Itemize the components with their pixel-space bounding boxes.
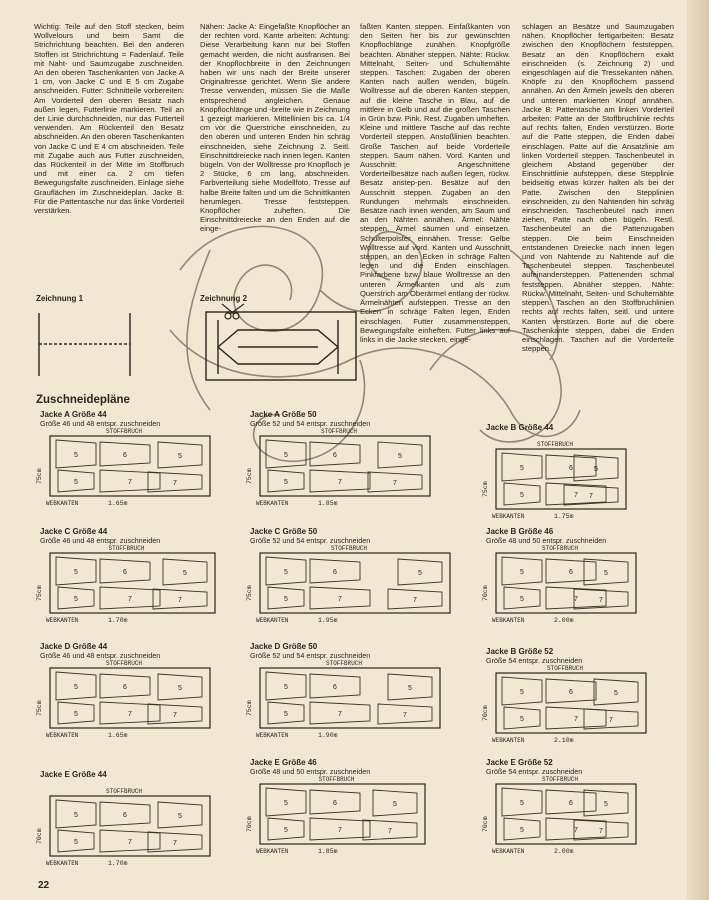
svg-text:7: 7 (338, 711, 342, 718)
plan-subtitle: Größe 46 und 48 entspr. zuschneiden (40, 536, 161, 545)
svg-text:5: 5 (604, 801, 608, 808)
pattern-layout-diagram (494, 776, 648, 848)
instructions-column-4 (522, 22, 674, 353)
svg-text:5: 5 (74, 452, 78, 459)
webkanten-label: WEBKANTEN (46, 860, 79, 867)
pattern-layout-diagram (494, 545, 648, 617)
svg-text:6: 6 (123, 684, 127, 691)
plan-title: Jacke D Größe 44 (40, 642, 108, 651)
drawing-2-label: Zeichnung 2 (200, 294, 248, 303)
svg-text:7: 7 (574, 492, 578, 499)
cutting-plan (482, 647, 692, 747)
svg-text:5: 5 (284, 684, 288, 691)
plan-subtitle: Größe 46 und 48 entspr. zuschneiden (40, 419, 161, 428)
svg-text:7: 7 (173, 712, 177, 719)
svg-text:6: 6 (123, 812, 127, 819)
svg-text:5: 5 (284, 452, 288, 459)
svg-text:5: 5 (284, 711, 288, 718)
fabric-length: 1.90m (318, 732, 338, 739)
svg-text:5: 5 (74, 479, 78, 486)
column-text: Wichtig: Teile auf den Stoff stecken, beim Wollvelours und beim Samt die Strichrichtung beachten. Bei den anderen Stoffen ist Strichrichtung = Fadenlauf. Teile mit Naht- und Saumzugabe zuschneiden. An den oberen Taschenkanten von Jacke A 1 cm, von Jacke C und E 5 cm Zugabe anschneiden. Futter: Schnitteile vorbereiten: Am Vorderteil den oberen Besatz nach außen legen, Futterlinie markieren. Teil an der Linie durchschneiden, nur das Futterteil verwenden. Am Rückenteil den Besatz abschneiden. An den oberen Taschenkanten von Jacke C und E 4 cm abschneiden. Teile mit Zugabe auch aus Futter zuschneiden, das Rückenteil in der Mitte im Stoffbruch und mit einer ca. 2 cm tiefen Bewegungsfalte zuschneiden. Einlage siehe Grauflächen im Zuschneideplan. Jacke B: Für die Pattentasche nur das linke Vorderteil verstärken. (34, 22, 184, 216)
svg-text:5: 5 (408, 685, 412, 692)
stoffbruch-label: STOFFBRUCH (106, 788, 143, 795)
svg-text:7: 7 (574, 596, 578, 603)
svg-text:5: 5 (520, 800, 524, 807)
plan-title: Jacke D Größe 50 (250, 642, 318, 651)
fabric-length: 1.85m (318, 848, 338, 855)
column-text: faßten Kanten steppen. Einfaßkanten von den Seiten her bis zur gewünschten Knopflochlänge zunähen. Knopfgröße beachten. Abnäher steppen. Nähte: Rückw. Mittelnaht, Seiten- und Schulternähte steppen. Taschen: Zugaben der oberen Kanten nach außen wenden, bügeln. Wolltresse auf die oberen Kanten steppen, auf die kleine Tasche in Blau, auf die mittlere in Gelb und auf die großen Taschen in Grün bzw. Pink. Rest. Zugaben umheften. Kleine und mittlere Tasche auf das rechte Vorderteil steppen. Anstoßlinien beachten. Große Taschen auf beide Vorderteile steppen. Saum nähen. Vord. Kanten und Ausschnitt: Angeschnittene Vorderteilbesätze nach außen legen, rückw. Besatz anstep-pen. Besätze auf den Ausschnitt steppen. Zugaben an den Rundungen mehrmals einschneiden. Besätze nach innen wenden, am Saum und an den Nähten annähen. Ärmel: Nähte steppen. Ärmel säumen und einsetzen. Schulterpolster einnähen. Tresse: Gelbe Wolltresse auf vord. Kanten und Ausschnitt steppen, an den Ecken in schräge Falten legen und die Enden einschlagen. Pinkfarbene bzw. blaue Wolltresse an den unteren Ärmelkanten und als zum Querstrich am Oberärmel entlang der rückw. Ärmelnähten aufsteppen. Tresse an den Ecken in schräge Falten legen, Enden einschlagen. Futter zusammensteppen, Bewegungsfalte einheften. Futter links auf links in die Jacke stecken, einge- (360, 22, 510, 344)
plan-title: Jacke E Größe 46 (250, 758, 317, 767)
svg-text:7: 7 (574, 827, 578, 834)
svg-text:7: 7 (388, 828, 392, 835)
plan-subtitle: Größe 46 und 48 entspr. zuschneiden (40, 651, 161, 660)
stoffbruch-label: STOFFBRUCH (106, 428, 143, 435)
cutting-plan (36, 642, 246, 742)
fabric-length: 1.85m (318, 500, 338, 507)
instructions-column-2 (200, 22, 350, 234)
svg-text:5: 5 (178, 453, 182, 460)
plan-title: Jacke A Größe 44 (40, 410, 107, 419)
svg-text:7: 7 (178, 597, 182, 604)
plan-subtitle: Größe 48 und 50 entspr. zuschneiden (486, 536, 607, 545)
svg-text:7: 7 (413, 597, 417, 604)
svg-text:5: 5 (74, 684, 78, 691)
svg-text:7: 7 (338, 827, 342, 834)
fabric-width: 75cm (36, 468, 43, 484)
plan-title: Jacke E Größe 52 (486, 758, 553, 767)
svg-text:7: 7 (173, 480, 177, 487)
cutting-plan (482, 527, 692, 627)
fabric-length: 2.10m (554, 737, 574, 744)
fabric-length: 1.70m (108, 860, 128, 867)
fabric-width: 70cm (482, 705, 489, 721)
svg-text:6: 6 (333, 800, 337, 807)
cutting-plan (482, 758, 692, 858)
plan-title: Jacke B Größe 52 (486, 647, 554, 656)
drawing-2 (198, 300, 368, 384)
drawing-1-label: Zeichnung 1 (36, 294, 84, 303)
stoffbruch-label: STOFFBRUCH (106, 660, 143, 667)
svg-text:5: 5 (74, 839, 78, 846)
webkanten-label: WEBKANTEN (46, 732, 79, 739)
svg-text:7: 7 (599, 828, 603, 835)
stoffbruch-label: STOFFBRUCH (326, 660, 363, 667)
svg-text:5: 5 (520, 827, 524, 834)
svg-text:5: 5 (520, 569, 524, 576)
stoffbruch-label: STOFFBRUCH (318, 776, 355, 783)
svg-text:5: 5 (393, 801, 397, 808)
webkanten-label: WEBKANTEN (492, 617, 525, 624)
svg-text:7: 7 (128, 596, 132, 603)
svg-text:5: 5 (284, 569, 288, 576)
stoffbruch-label: STOFFBRUCH (547, 665, 584, 672)
plan-subtitle: Größe 52 und 54 entspr. zuschneiden (250, 651, 371, 660)
svg-text:5: 5 (520, 716, 524, 723)
webkanten-label: WEBKANTEN (256, 848, 289, 855)
webkanten-label: WEBKANTEN (492, 737, 525, 744)
fabric-length: 2.00m (554, 617, 574, 624)
fabric-length: 1.65m (108, 732, 128, 739)
stoffbruch-label: STOFFBRUCH (321, 428, 358, 435)
cutting-plan (36, 527, 246, 627)
fabric-width: 75cm (36, 700, 43, 716)
column-text: Nähen: Jacke A: Eingefaßte Knopflöcher an der rechten vord. Kante arbeiten: Achtung: Diese Verarbeitung kann nur bei Stoffen gemacht werden, die nicht ausfransen. Bei der Knopflochbreite in den Zeichnungen haben wir uns nach der Breite unserer Originaltresse gerichtet. Wenn Sie andere Tresse verwenden, müssen Sie die Maße entsprechend angleichen. Genaue Knopflochlänge und -breite wie in Zeichnung 1 gezeigt markieren. Mittellinien bis ca. 1/4 cm vor die Querstriche einschneiden, zu den oberen und unteren Enden hin schräg einschneiden, siehe Zeichnung 2. Seitl. Einschnittdreiecke nach innen legen. Kanten bügeln. Von der Wolltresse pro Knopfloch je 2 Stücke, 6 cm lang, abschneiden. Farbverteilung siehe Modellfoto. Tresse auf halbe Breite falten und um die Schnittkanten herumlegen. Tresse feststeppen. Knopflöcher zuheften. Die Einschnittdreiecke an den Enden auf die einge- (200, 22, 350, 234)
svg-text:5: 5 (284, 596, 288, 603)
fabric-width: 70cm (482, 585, 489, 601)
cutting-plan (246, 758, 456, 858)
instructions-column-1 (34, 22, 184, 215)
pattern-layout-diagram (258, 428, 442, 500)
svg-text:5: 5 (614, 690, 618, 697)
stoffbruch-label: STOFFBRUCH (108, 545, 145, 552)
webkanten-label: WEBKANTEN (256, 500, 289, 507)
svg-text:7: 7 (128, 711, 132, 718)
svg-text:5: 5 (74, 569, 78, 576)
column-text: schlagen an Besätze und Saumzugaben nähen. Knopflöcher fertigarbeiten: Besatz zwischen den Knopflöchern feststeppen. Besatz an den Knopflöchern exakt einschneiden (s. Zeichnung 2) und eingeschlagen auf die Tressekanten nähen. Knöpfe zu den Knopflöchern passend annähen. An den Ärmeln jeweils den oberen und unteren markierten Knopf annähen. Jacke B: Pattentasche am linken Vorderteil arbeiten: Patte an der Stoffbruchlinie rechts auf rechts falten, Enden verstürzen. Borte auf die Patte steppen, die Enden dabei einschlagen. Patte auf die Ansatzlinie am linken Vorderteil steppen. Taschenbeutel in gleichem Abstand gegenüber der Einschnittlinie aufsteppen, diese Stepplinie beidseitig etwas kürzer halten als bei der Patte. Zwischen den Stepplinien einschneiden, zu den Nahtenden hin schräg einschneiden. Taschenbeutel nach innen ziehen, Patte nach oben bügeln. Restl. Taschenbeutel an die Pattenzugaben steppen. Die beim Einschneiden entstandenen Dreiecke nach innen legen und von Nahtende zu Nahtende auf die Taschenbeutel steppen. Taschenbeutel aufeinandersteppen. Pattenenden schmal feststeppen. Abnäher steppen. Nähte: Rückw. Mittelnaht, Seiten- und Schulternähte steppen. Taschen an den Stoffbruchlinien rechts auf rechts falten, seitl. und untere Kanten verstürzen. Borte auf die obere Taschenkante steppen, dabei die Enden einschlagen. Taschen auf die Vorderteile steppen. (522, 22, 674, 354)
svg-text:7: 7 (128, 479, 132, 486)
fabric-width: 70cm (36, 828, 43, 844)
webkanten-label: WEBKANTEN (256, 617, 289, 624)
plan-title: Jacke C Größe 50 (250, 527, 318, 536)
svg-text:6: 6 (123, 569, 127, 576)
page-number: 22 (38, 880, 50, 891)
plan-subtitle: Größe 54 entspr. zuschneiden (486, 767, 583, 776)
svg-text:5: 5 (74, 812, 78, 819)
svg-text:6: 6 (569, 569, 573, 576)
svg-text:7: 7 (393, 480, 397, 487)
svg-text:5: 5 (74, 711, 78, 718)
cutting-plan (246, 642, 456, 742)
fabric-width: 75cm (246, 585, 253, 601)
fabric-width: 75cm (36, 585, 43, 601)
stoffbruch-label: STOFFBRUCH (542, 776, 579, 783)
fabric-width: 70cm (482, 816, 489, 832)
pattern-layout-diagram (258, 545, 462, 617)
cutting-plan (482, 423, 692, 523)
svg-text:6: 6 (569, 465, 573, 472)
svg-text:5: 5 (178, 685, 182, 692)
svg-text:7: 7 (403, 712, 407, 719)
svg-text:5: 5 (604, 570, 608, 577)
svg-text:6: 6 (569, 689, 573, 696)
pattern-layout-diagram (48, 788, 222, 860)
svg-text:6: 6 (333, 452, 337, 459)
svg-text:5: 5 (284, 479, 288, 486)
fabric-length: 1.75m (554, 513, 574, 520)
svg-text:7: 7 (609, 717, 613, 724)
svg-text:5: 5 (74, 596, 78, 603)
fabric-width: 75cm (246, 700, 253, 716)
svg-text:7: 7 (128, 839, 132, 846)
section-title: Zuschneidepläne (36, 394, 130, 406)
plan-title: Jacke E Größe 44 (40, 770, 107, 779)
svg-text:5: 5 (398, 453, 402, 460)
svg-text:7: 7 (338, 479, 342, 486)
webkanten-label: WEBKANTEN (46, 617, 79, 624)
svg-text:7: 7 (338, 596, 342, 603)
svg-text:5: 5 (520, 465, 524, 472)
svg-text:7: 7 (574, 716, 578, 723)
cutting-plan (246, 527, 456, 627)
pattern-layout-diagram (48, 428, 222, 500)
pattern-layout-diagram (258, 660, 452, 732)
fabric-width: 75cm (482, 481, 489, 497)
pattern-layout-diagram (48, 660, 222, 732)
svg-text:5: 5 (520, 689, 524, 696)
svg-text:7: 7 (173, 840, 177, 847)
webkanten-label: WEBKANTEN (492, 513, 525, 520)
cutting-plan (36, 770, 246, 870)
cutting-plan (246, 410, 456, 510)
pattern-layout-diagram (494, 441, 638, 513)
webkanten-label: WEBKANTEN (256, 732, 289, 739)
svg-text:7: 7 (589, 493, 593, 500)
svg-text:6: 6 (333, 569, 337, 576)
plan-title: Jacke C Größe 44 (40, 527, 108, 536)
plan-subtitle: Größe 54 entspr. zuschneiden (486, 656, 583, 665)
svg-text:5: 5 (418, 570, 422, 577)
pattern-layout-diagram (258, 776, 437, 848)
drawing-1 (34, 308, 144, 380)
svg-text:5: 5 (178, 813, 182, 820)
svg-text:6: 6 (123, 452, 127, 459)
fabric-length: 1.70m (108, 617, 128, 624)
webkanten-label: WEBKANTEN (492, 848, 525, 855)
stoffbruch-label: STOFFBRUCH (537, 441, 574, 448)
svg-text:6: 6 (569, 800, 573, 807)
plan-title: Jacke B Größe 46 (486, 527, 554, 536)
stoffbruch-label: STOFFBRUCH (331, 545, 368, 552)
svg-text:6: 6 (333, 684, 337, 691)
svg-text:5: 5 (284, 800, 288, 807)
svg-text:5: 5 (594, 466, 598, 473)
fabric-length: 2.00m (554, 848, 574, 855)
svg-text:7: 7 (599, 597, 603, 604)
svg-text:5: 5 (183, 570, 187, 577)
svg-text:5: 5 (284, 827, 288, 834)
plan-subtitle: Größe 52 und 54 entspr. zuschneiden (250, 419, 371, 428)
pattern-layout-diagram (48, 545, 227, 617)
fabric-width: 70cm (246, 816, 253, 832)
plan-subtitle: Größe 52 und 54 entspr. zuschneiden (250, 536, 371, 545)
fabric-width: 75cm (246, 468, 253, 484)
plan-subtitle: Größe 48 und 50 entspr. zuschneiden (250, 767, 371, 776)
svg-text:5: 5 (520, 596, 524, 603)
fabric-length: 1.65m (108, 500, 128, 507)
pattern-layout-diagram (494, 665, 658, 737)
plan-title: Jacke B Größe 44 (486, 423, 554, 432)
webkanten-label: WEBKANTEN (46, 500, 79, 507)
svg-text:5: 5 (520, 492, 524, 499)
stoffbruch-label: STOFFBRUCH (542, 545, 579, 552)
fabric-length: 1.95m (318, 617, 338, 624)
cutting-plan (36, 410, 246, 510)
plan-title: Jacke A Größe 50 (250, 410, 317, 419)
instructions-column-3 (360, 22, 510, 344)
